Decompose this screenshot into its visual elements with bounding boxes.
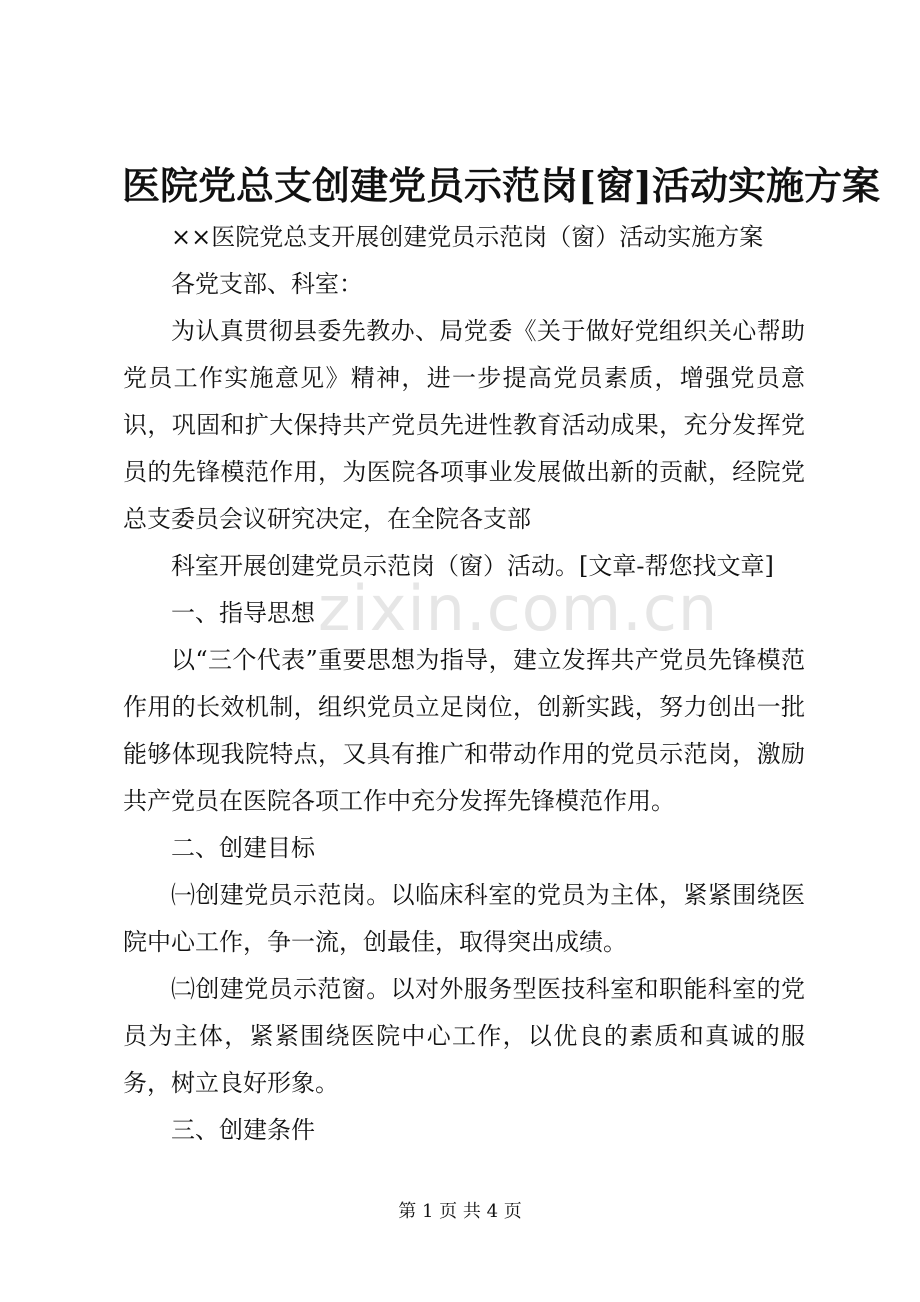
document-body: [123, 214, 805, 1154]
watermark: zixin.com.cn: [318, 572, 719, 645]
section-heading-guiding-thought: 一、指导思想: [171, 599, 315, 627]
paragraph-guiding-thought: 以“三个代表”重要思想为指导，建立发挥共产党员先锋模范作用的长效机制，组织党员立足岗位，创新实践，努力创出一批能够体现我院特点，又具有推广和带动作用的党员示范岗，激励共产党员在医院各项工作中充分发挥先锋模范作用。: [123, 646, 805, 815]
paragraph-intro-continued: 科室开展创建党员示范岗（窗）活动。[文章-帮您找文章]: [171, 552, 774, 580]
paragraph-goal-1: ㈠创建党员示范岗。以临床科室的党员为主体，紧紧围绕医院中心工作，争一流，创最佳，取得突出成绩。: [123, 881, 805, 956]
section-heading-conditions: 三、创建条件: [171, 1116, 315, 1144]
paragraph-goal-2: ㈡创建党员示范窗。以对外服务型医技科室和职能科室的党员为主体，紧紧围绕医院中心工作，以优良的素质和真诚的服务，树立良好形象。: [123, 975, 805, 1097]
paragraph-salutation: 各党支部、科室：: [171, 270, 363, 298]
paragraph-intro: 为认真贯彻县委先教办、局党委《关于做好党组织关心帮助党员工作实施意见》精神，进一步提高党员素质，增强党员意识，巩固和扩大保持共产党员先进性教育活动成果，充分发挥党员的先锋模范作用，为医院各项事业发展做出新的贡献，经院党总支委员会议研究决定，在全院各支部: [123, 317, 805, 533]
page-footer: 第 1 页 共 4 页: [398, 1201, 522, 1222]
section-heading-goals: 二、创建目标: [171, 834, 315, 862]
paragraph-heading-line: ××医院党总支开展创建党员示范岗（窗）活动实施方案: [171, 223, 764, 251]
document-title: 医院党总支创建党员示范岗[窗]活动实施方案: [122, 163, 880, 208]
